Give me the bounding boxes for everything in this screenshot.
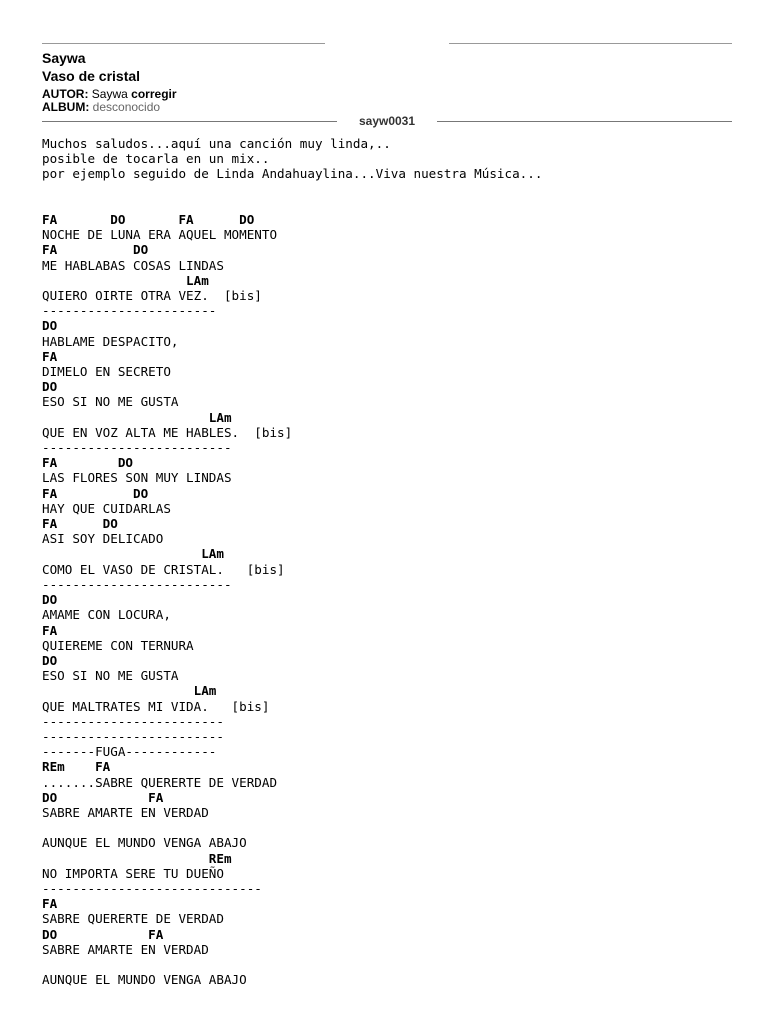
chord-line: FA DO: [42, 516, 118, 532]
chord-line: REm FA: [42, 759, 111, 775]
code-divider-left: [42, 121, 337, 122]
lyric-line: AUNQUE EL MUNDO VENGA ABAJO: [42, 835, 247, 851]
lyric-line: Muchos saludos...aquí una canción muy linda,..: [42, 136, 391, 151]
lyric-line: NO IMPORTA SERE TU DUEÑO: [42, 865, 224, 881]
album-row: [42, 101, 160, 114]
lyric-line: -----------------------------: [42, 880, 262, 896]
chord-line: FA DO: [42, 455, 133, 471]
lyric-line: DIMELO EN SECRETO: [42, 364, 171, 380]
chord-line: LAm: [42, 546, 224, 562]
lyric-line: ME HABLABAS COSAS LINDAS: [42, 257, 224, 273]
chord-line: FA DO FA DO: [42, 212, 255, 228]
chord-line: DO: [42, 318, 58, 334]
chord-line: REm: [42, 850, 232, 866]
lyric-line: -------------------------: [42, 576, 232, 592]
lyric-line: .......SABRE QUERERTE DE VERDAD: [42, 774, 278, 790]
lyric-line: LAS FLORES SON MUY LINDAS: [42, 470, 232, 486]
artist-title: Saywa: [42, 50, 86, 66]
top-divider-right: [449, 43, 732, 44]
lyric-line: NOCHE DE LUNA ERA AQUEL MOMENTO: [42, 227, 278, 243]
lyric-line: SABRE AMARTE EN VERDAD: [42, 941, 209, 957]
album-value: desconocido: [92, 100, 161, 114]
lyric-line: ------------------------: [42, 728, 224, 744]
chord-line: FA DO: [42, 485, 149, 501]
lyric-line: ESO SI NO ME GUSTA: [42, 668, 179, 684]
lyric-line: ESO SI NO ME GUSTA: [42, 394, 179, 410]
chord-line: DO FA: [42, 789, 164, 805]
lyric-line: ------------------------: [42, 713, 224, 729]
chord-line: FA: [42, 348, 58, 364]
chord-line: FA: [42, 622, 58, 638]
chord-line: LAm: [42, 272, 209, 288]
lyric-line: HABLAME DESPACITO,: [42, 333, 179, 349]
top-divider-left: [42, 43, 325, 44]
lyric-line: SABRE AMARTE EN VERDAD: [42, 804, 209, 820]
lyric-line: COMO EL VASO DE CRISTAL. [bis]: [42, 561, 285, 577]
song-code-row: [42, 114, 732, 128]
chord-line: FA DO: [42, 242, 149, 258]
lyrics-body: [42, 136, 542, 987]
lyric-line: -----------------------: [42, 303, 217, 319]
lyric-line: QUIEREME CON TERNURA: [42, 637, 194, 653]
lyric-line: QUE EN VOZ ALTA ME HABLES. [bis]: [42, 424, 293, 440]
lyric-line: AMAME CON LOCURA,: [42, 607, 171, 623]
lyric-line: -------FUGA------------: [42, 744, 217, 760]
autor-label: AUTOR:: [42, 87, 89, 101]
code-divider-right: [437, 121, 732, 122]
song-code: sayw0031: [358, 114, 416, 128]
lyric-line: por ejemplo seguido de Linda Andahuaylina...Viva nuestra Música...: [42, 166, 543, 182]
lyric-line: posible de tocarla en un mix..: [42, 151, 270, 167]
chord-line: LAm: [42, 683, 217, 699]
lyric-line: AUNQUE EL MUNDO VENGA ABAJO: [42, 972, 247, 988]
lyric-line: QUIERO OIRTE OTRA VEZ. [bis]: [42, 288, 262, 304]
chord-line: DO: [42, 379, 58, 395]
chord-line: DO FA: [42, 926, 164, 942]
chord-line: LAm: [42, 409, 232, 425]
lyric-line: -------------------------: [42, 440, 232, 456]
lyric-line: ASI SOY DELICADO: [42, 531, 164, 547]
album-label: ALBUM:: [42, 100, 90, 114]
lyric-line: SABRE QUERERTE DE VERDAD: [42, 911, 224, 927]
corregir-link[interactable]: corregir: [131, 87, 177, 101]
chord-line: DO: [42, 592, 58, 608]
song-title: Vaso de cristal: [42, 68, 141, 84]
chord-line: FA: [42, 896, 58, 912]
autor-value: Saywa: [91, 87, 128, 101]
lyric-line: HAY QUE CUIDARLAS: [42, 500, 171, 516]
lyric-line: QUE MALTRATES MI VIDA. [bis]: [42, 698, 270, 714]
chord-line: DO: [42, 652, 58, 668]
